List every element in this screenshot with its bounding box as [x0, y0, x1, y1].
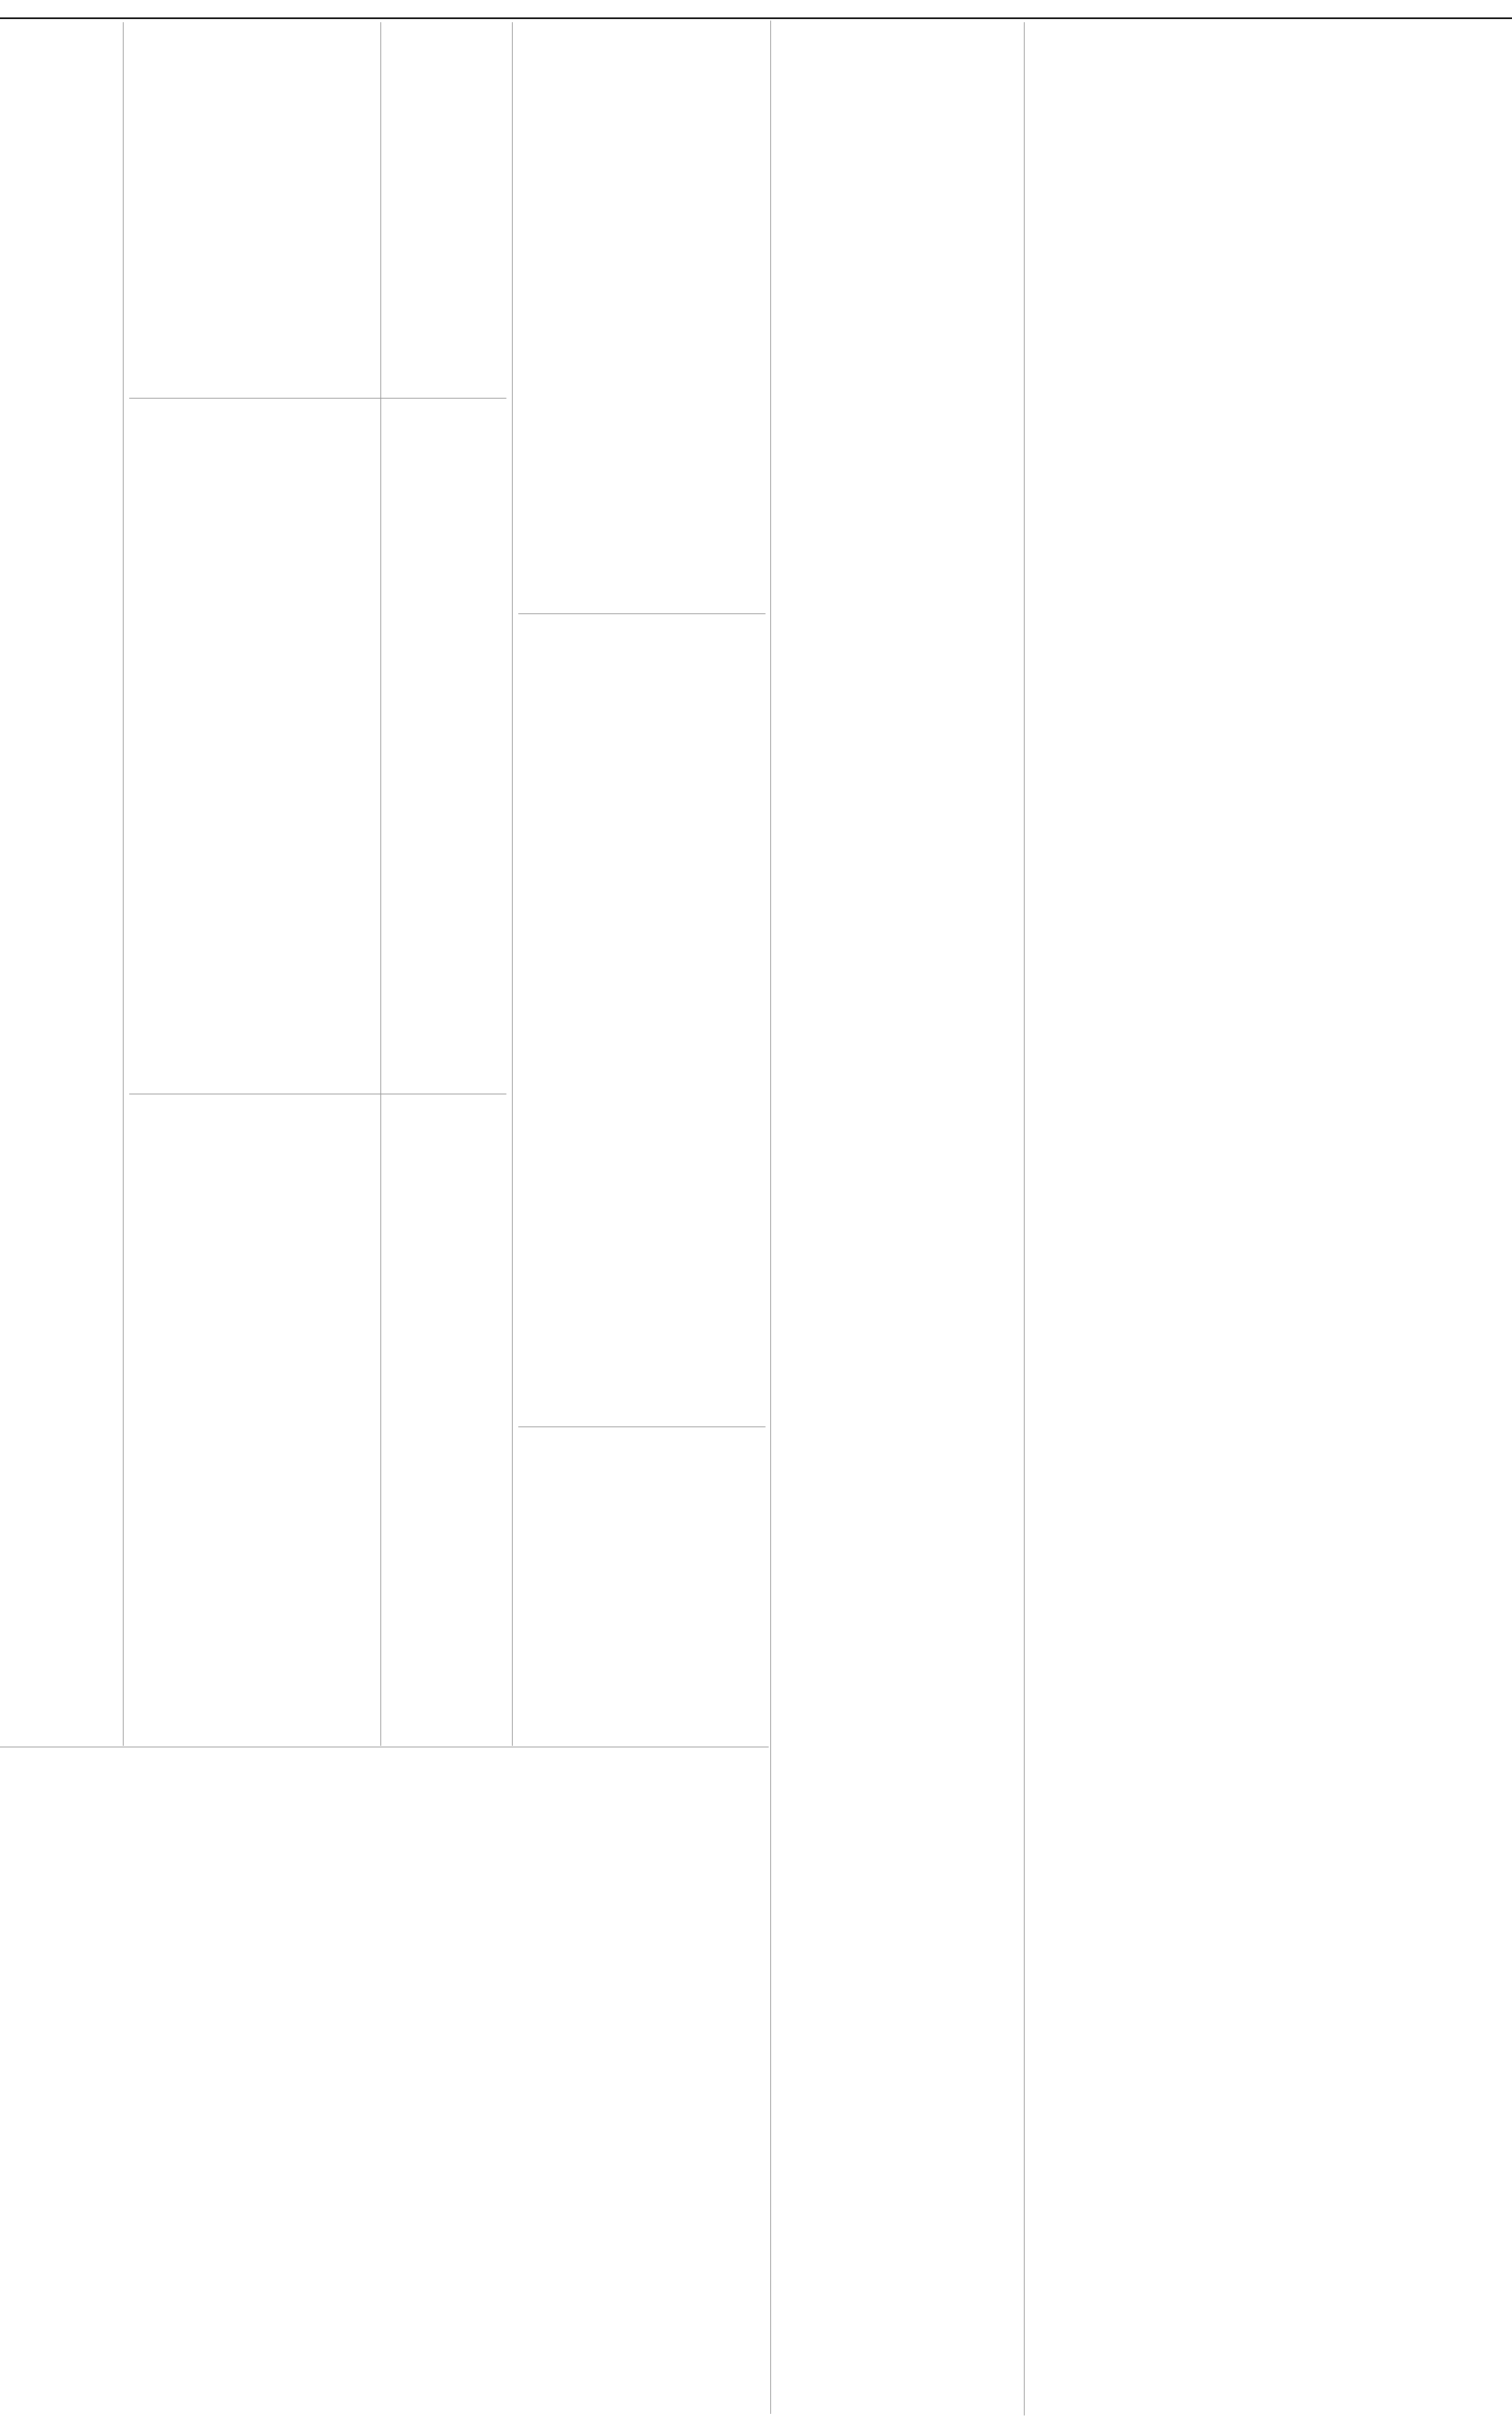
article-labourers-abducted	[0, 24, 119, 341]
article-rule	[518, 1426, 766, 1427]
article-rule	[129, 398, 506, 399]
page-header	[0, 0, 1512, 19]
article-ru-bcl	[518, 618, 766, 1425]
column-rule	[770, 21, 771, 2414]
article-epz-workers	[129, 21, 506, 393]
column-rule	[123, 22, 124, 1746]
article-australia-asylum	[129, 401, 506, 1090]
article-shakib-banned	[0, 346, 119, 1217]
article-rule	[518, 613, 766, 614]
article-arbitration-verdict	[129, 1098, 506, 1740]
column-rule	[1024, 22, 1025, 2415]
article-khaleda-goes	[0, 1225, 119, 1740]
article-cops-recover	[518, 21, 766, 611]
column-rule	[512, 22, 513, 1746]
article-strike	[518, 1431, 766, 2414]
